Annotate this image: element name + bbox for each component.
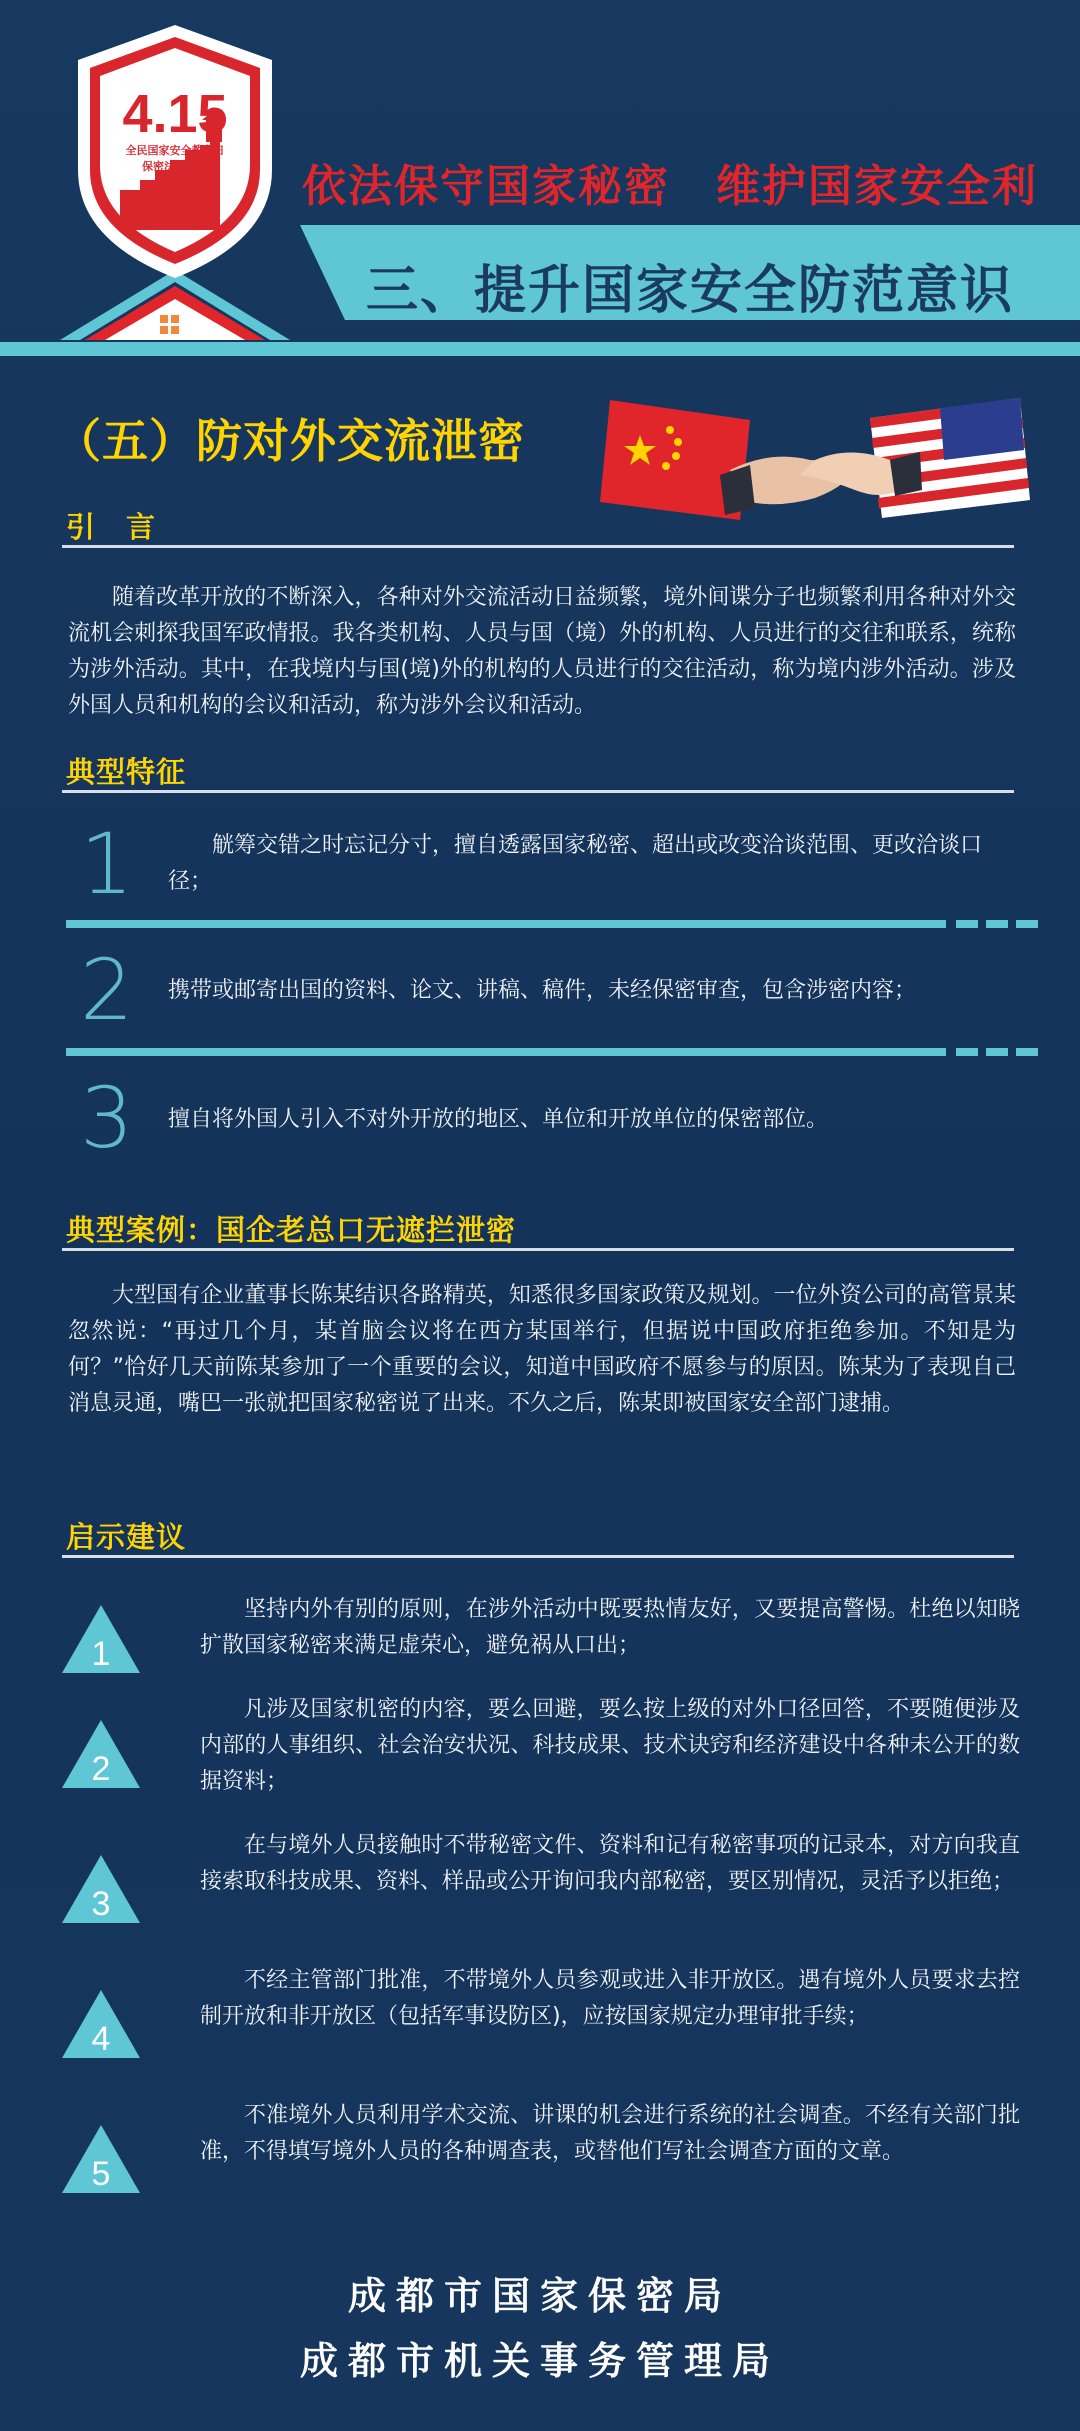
- tip-text: 坚持内外有别的原则，在涉外活动中既要热情友好，又要提高警惕。杜绝以知晓扩散国家秘密来满足虚荣心，避免祸从口出；: [200, 1597, 1020, 1658]
- numbered-triangle-icon: [62, 1990, 140, 2058]
- tips-divider: [62, 1555, 1014, 1558]
- case-heading: 典型案例：国企老总口无遮拦泄密: [66, 1213, 517, 1247]
- svg-text:3: 3: [91, 1885, 111, 1923]
- svg-text:1: 1: [91, 1635, 111, 1673]
- case-text: 大型国有企业董事长陈某结识各路精英，知悉很多国家政策及规划。一位外资公司的高管景某忽然说：“再过几个月，某首脑会议将在西方某国举行，但据说中国政府拒绝参加。不知是为何？”恰好几天前陈某参加了一个重要的会议，知道中国政府不愿参与的原因。陈某为了表现自己消息灵通，嘴巴一张就把国家秘密说了出来。不久之后，陈某即被国家安全部门逮捕。: [68, 1283, 1016, 1416]
- svg-text:2: 2: [91, 1750, 111, 1788]
- features-divider: [62, 790, 1014, 793]
- header-divider: [0, 342, 1080, 356]
- numbered-triangle-icon: [62, 1855, 140, 1923]
- case-divider: [62, 1248, 1014, 1251]
- handshake-flags-icon: [600, 390, 1030, 530]
- intro-text: 随着改革开放的不断深入，各种对外交流活动日益频繁，境外间谍分子也频繁利用各种对外交流机会刺探我国军政情报。我各类机构、人员与国（境）外的机构、人员进行的交往和联系，统称为涉外活动。其中，在我境内与国(境)外的机构的人员进行的交往活动，称为境内涉外活动。涉及外国人员和机构的会议和活动，称为涉外会议和活动。: [68, 585, 1016, 718]
- badge-date: 4.15: [122, 84, 228, 144]
- feature-text: 擅自将外国人引入不对外开放的地区、单位和开放单位的保密部位。: [168, 1107, 829, 1132]
- badge-line2: 保密法治宣传: [142, 160, 208, 173]
- tip-text: 不经主管部门批准，不带境外人员参观或进入非开放区。遇有境外人员要求去控制开放和非开放区（包括军事设防区)，应按国家规定办理审批手续；: [200, 1968, 1020, 2029]
- page-title: 三、提升国家安全防范意识: [365, 261, 1014, 321]
- intro-divider: [62, 545, 1014, 548]
- shield-emblem: [60, 20, 290, 350]
- slogan: 依法保守国家秘密 维护国家安全利: [302, 161, 1038, 212]
- numbered-triangle-icon: [62, 1720, 140, 1788]
- tip-text: 在与境外人员接触时不带秘密文件、资料和记有秘密事项的记录本，对方向我直接索取科技成果、资料、样品或公开询问我内部秘密，要区别情况，灵活予以拒绝；: [200, 1833, 1020, 1894]
- tip-text: 凡涉及国家机密的内容，要么回避，要么按上级的对外口径回答，不要随便涉及内部的人事组织、社会治安状况、科技成果、技术诀窍和经济建设中各种未公开的数据资料；: [200, 1697, 1020, 1794]
- features-heading: 典型特征: [66, 755, 187, 789]
- svg-text:4: 4: [91, 2020, 111, 2058]
- badge-line1: 全民国家安全教育日: [125, 144, 225, 157]
- tip-text: 不准境外人员利用学术交流、讲课的机会进行系统的社会调查。不经有关部门批准，不得填写境外人员的各种调查表，或替他们写社会调查方面的文章。: [200, 2103, 1020, 2164]
- feature-divider: [66, 920, 1066, 928]
- numbered-triangle-icon: [62, 2125, 140, 2193]
- feature-divider: [66, 1048, 1066, 1056]
- feature-text: 觥筹交错之时忘记分寸，擅自透露国家秘密、超出或改变洽谈范围、更改洽谈口径；: [168, 833, 983, 894]
- intro-heading: 引 言: [66, 510, 157, 544]
- feature-number: 1: [80, 815, 134, 913]
- tips-heading: 启示建议: [66, 1520, 187, 1554]
- feature-text: 携带或邮寄出国的资料、论文、讲稿、稿件，未经保密审查，包含涉密内容；: [168, 978, 917, 1003]
- footer-org-1: 成都市国家保密局: [347, 2274, 732, 2318]
- footer-org-2: 成都市机关事务管理局: [299, 2339, 780, 2383]
- svg-text:5: 5: [91, 2155, 111, 2193]
- feature-number: 3: [80, 1069, 134, 1167]
- feature-number: 2: [80, 941, 134, 1039]
- numbered-triangle-icon: [62, 1605, 140, 1673]
- section-title: （五）防对外交流泄密: [55, 414, 525, 468]
